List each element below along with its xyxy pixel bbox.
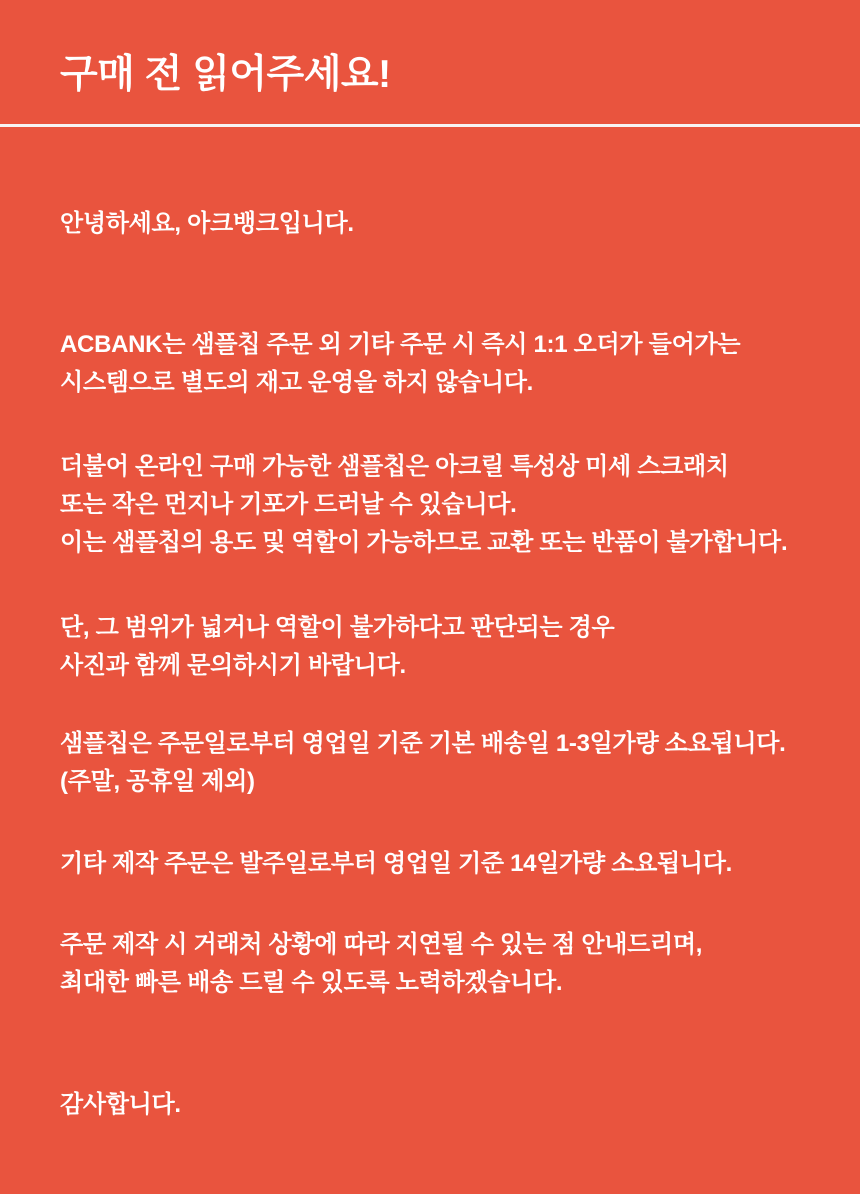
notice-line: 더불어 온라인 구매 가능한 샘플칩은 아크릴 특성상 미세 스크래치 — [60, 453, 729, 480]
notice-line: 또는 작은 먼지나 기포가 드러날 수 있습니다. — [60, 491, 517, 518]
notice-line: 최대한 빠른 배송 드릴 수 있도록 노력하겠습니다. — [60, 969, 563, 996]
notice-line: 주문 제작 시 거래처 상황에 따라 지연될 수 있는 점 안내드리며, — [60, 931, 703, 958]
notice-line: 감사합니다. — [60, 1091, 181, 1118]
delay-notice-paragraph — [60, 926, 830, 1002]
notice-line: 사진과 함께 문의하시기 바랍니다. — [60, 652, 406, 679]
notice-line: (주말, 공휴일 제외) — [60, 768, 255, 795]
page-title: 구매 전 읽어주세요! — [60, 53, 391, 96]
order-system-paragraph — [60, 326, 830, 402]
notice-line: 안녕하세요, 아크뱅크입니다. — [60, 210, 354, 237]
closing-paragraph — [60, 1086, 830, 1124]
inquiry-paragraph — [60, 609, 830, 685]
notice-line: ACBANK는 샘플칩 주문 외 기타 주문 시 즉시 1:1 오더가 들어가는 — [60, 331, 741, 358]
notice-line: 샘플칩은 주문일로부터 영업일 기준 기본 배송일 1-3일가량 소요됩니다. — [60, 730, 786, 757]
sample-shipping-paragraph — [60, 725, 830, 801]
notice-line: 이는 샘플칩의 용도 및 역할이 가능하므로 교환 또는 반품이 불가합니다. — [60, 529, 788, 556]
notice-body — [0, 127, 860, 1124]
notice-header — [0, 0, 860, 98]
notice-line: 단, 그 범위가 넓거나 역할이 불가하다고 판단되는 경우 — [60, 614, 615, 641]
sample-chip-condition-paragraph — [60, 448, 830, 562]
notice-line: 시스템으로 별도의 재고 운영을 하지 않습니다. — [60, 369, 534, 396]
greeting-paragraph — [60, 205, 830, 243]
custom-order-lead-time-paragraph — [60, 845, 830, 883]
notice-line: 기타 제작 주문은 발주일로부터 영업일 기준 14일가량 소요됩니다. — [60, 850, 733, 877]
